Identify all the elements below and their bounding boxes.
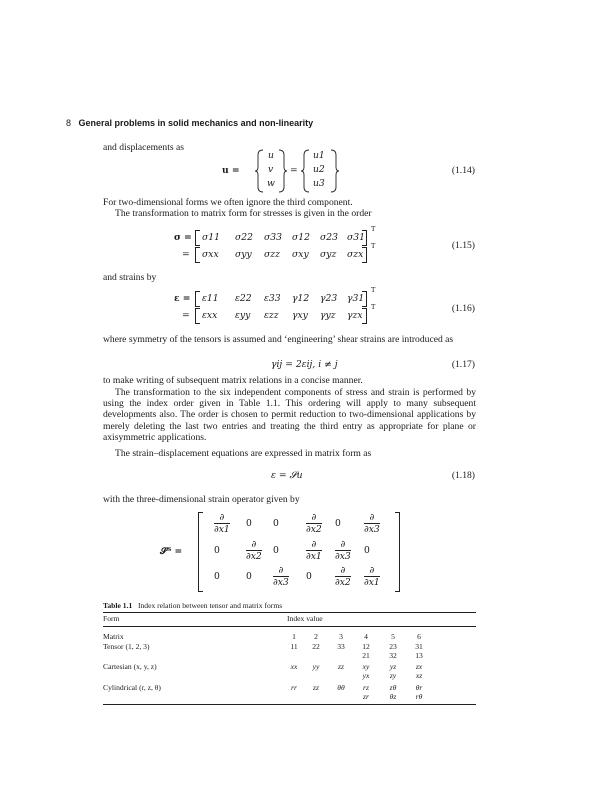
partial-derivative: $\frac{\partial}{\partial x3}$ bbox=[364, 512, 380, 535]
tensor-entry: γ23 bbox=[320, 293, 338, 304]
table-cell: yx bbox=[362, 671, 370, 680]
eq-lhs: ε = bbox=[174, 293, 191, 304]
para-displacements: and displacements as bbox=[103, 142, 184, 153]
table-cell: 6 bbox=[417, 632, 421, 641]
table-cell: zθ bbox=[389, 683, 397, 692]
tensor-entry: εxx bbox=[202, 310, 218, 321]
table-cell: 3 bbox=[339, 632, 343, 641]
table-cell: xz bbox=[415, 671, 423, 680]
operator-lhs: 𝓢ᵀ = bbox=[160, 546, 183, 557]
table-cell: zy bbox=[389, 671, 397, 680]
partial-derivative: $\frac{\partial}{\partial x1}$ bbox=[214, 512, 230, 535]
table-cell: 32 bbox=[389, 651, 397, 660]
matrix-zero: 0 bbox=[214, 571, 220, 582]
eq-number: (1.14) bbox=[451, 165, 475, 176]
table-cell: 11 bbox=[290, 642, 298, 651]
tensor-entry: σzx bbox=[347, 249, 364, 260]
table-cell: 5 bbox=[391, 632, 395, 641]
para-matrix-form: The transformation to matrix form for stresses is given in the order bbox=[115, 208, 372, 219]
table-rule bbox=[103, 612, 476, 613]
tensor-entry: σyz bbox=[320, 249, 337, 260]
right-brace-icon bbox=[328, 149, 340, 193]
eq-number: (1.18) bbox=[451, 470, 475, 481]
matrix-zero: 0 bbox=[335, 518, 341, 529]
para-concise: to make writing of subsequent matrix relations in a concise manner. bbox=[103, 375, 363, 386]
operator-grid bbox=[204, 512, 394, 592]
para-strain-displacement: The strain–displacement equations are expressed in matrix form as bbox=[115, 448, 372, 459]
tensor-entry: σxx bbox=[202, 249, 219, 260]
table-cell: 4 bbox=[364, 632, 368, 641]
table-caption bbox=[103, 601, 282, 610]
matrix-zero: 0 bbox=[306, 571, 312, 582]
partial-derivative: $\frac{\partial}{\partial x2}$ bbox=[306, 512, 322, 535]
eq-number: (1.16) bbox=[451, 303, 475, 314]
table-cell: yz bbox=[389, 662, 397, 671]
table-cell: 1 bbox=[292, 632, 296, 641]
equation-1-17: γij = 2εij, i ≠ j bbox=[271, 359, 338, 370]
table-cell: θθ bbox=[337, 683, 345, 692]
tensor-entry: σ22 bbox=[235, 232, 253, 243]
partial-derivative: $\frac{\partial}{\partial x2}$ bbox=[335, 565, 351, 588]
table-cell: 33 bbox=[337, 642, 345, 651]
table-cell: 31 bbox=[415, 642, 423, 651]
matrix-zero: 0 bbox=[273, 518, 279, 529]
table-cell: xx bbox=[290, 662, 298, 671]
table-cell: θr bbox=[415, 683, 423, 692]
equation-1-18: ε = 𝓢u bbox=[271, 470, 303, 481]
partial-derivative: $\frac{\partial}{\partial x3}$ bbox=[335, 539, 351, 562]
eq-number: (1.15) bbox=[451, 240, 475, 251]
table-cell: θz bbox=[389, 692, 397, 701]
table-rule bbox=[103, 626, 476, 627]
para-operator: with the three-dimensional strain operator given by bbox=[103, 494, 300, 505]
equation-1-15: σ = σ11 σ22 σ33 σ12 σ23 σ31 T = σxx σyy σzz σxy σyz σzx T bbox=[160, 228, 380, 264]
tensor-entry: ε22 bbox=[235, 293, 252, 304]
page-number: 8 bbox=[66, 118, 72, 128]
partial-derivative: $\frac{\partial}{\partial x3}$ bbox=[273, 565, 289, 588]
matrix-zero: 0 bbox=[273, 545, 279, 556]
left-brace-icon bbox=[300, 149, 312, 193]
table-row-label: Cartesian (x, y, z) bbox=[103, 662, 157, 671]
table-caption-text: Index relation between tensor and matrix forms bbox=[137, 601, 283, 610]
tensor-entry: γ31 bbox=[347, 293, 365, 304]
left-brace-icon bbox=[254, 149, 266, 193]
tensor-entry: σxy bbox=[292, 249, 309, 260]
table-cell: zz bbox=[313, 683, 319, 692]
vector-entry: u2 bbox=[313, 164, 325, 175]
vector-entry: u bbox=[268, 150, 274, 161]
table-cell: rz bbox=[363, 683, 369, 692]
equation-1-14: u = u v w = u1 u2 u3 bbox=[222, 149, 342, 193]
table-cell: zr bbox=[363, 692, 369, 701]
table-label: Table 1.1 bbox=[103, 601, 133, 610]
eq-lhs: σ = bbox=[174, 232, 192, 243]
vector-entry: u3 bbox=[313, 178, 325, 189]
partial-derivative: $\frac{\partial}{\partial x2}$ bbox=[246, 539, 262, 562]
table-cell: rθ bbox=[415, 692, 423, 701]
matrix-zero: 0 bbox=[364, 545, 370, 556]
para-symmetry: where symmetry of the tensors is assumed and ‘engineering’ shear strains are introduced as bbox=[103, 334, 454, 345]
tensor-entry: γyz bbox=[320, 310, 336, 321]
table-row-label: Matrix bbox=[103, 632, 124, 641]
tensor-entry: γzx bbox=[347, 310, 363, 321]
para-two-dimensional: For two-dimensional forms we often ignore the third component. bbox=[103, 197, 353, 208]
tensor-entry: σ33 bbox=[264, 232, 282, 243]
para-strains: and strains by bbox=[103, 272, 157, 283]
matrix-zero: 0 bbox=[246, 571, 252, 582]
tensor-entry: ε33 bbox=[264, 293, 281, 304]
tensor-entry: σ31 bbox=[347, 232, 365, 243]
tensor-entry: σyy bbox=[235, 249, 252, 260]
running-title: General problems in solid mechanics and non-linearity bbox=[78, 118, 314, 128]
tensor-entry: σ23 bbox=[320, 232, 338, 243]
table-cell: 23 bbox=[389, 642, 397, 651]
table-cell: yy bbox=[312, 662, 320, 671]
running-header bbox=[66, 118, 313, 128]
vector-entry: u1 bbox=[313, 150, 325, 161]
table-cell: zz bbox=[338, 662, 344, 671]
table-row-label: Cylindrical (r, z, θ) bbox=[103, 683, 161, 692]
table-cell: 2 bbox=[314, 632, 318, 641]
table-head-form: Form bbox=[103, 614, 120, 623]
partial-derivative: $\frac{\partial}{\partial x1}$ bbox=[306, 539, 322, 562]
strain-operator-matrix bbox=[160, 510, 420, 594]
tensor-entry: ε11 bbox=[202, 293, 219, 304]
table-cell: rr bbox=[291, 683, 297, 692]
partial-derivative: $\frac{\partial}{\partial x1}$ bbox=[364, 565, 380, 588]
para-transformation: The transformation to the six independent components of stress and strain is performed by using the index order given in Table 1.1. This ordering will apply to many subsequent developments also. The order is chosen to permit reduction to two-dimensional applications by merely deleting the last two entries and treating the third entry as appropriate for plane or axisymmetric applications. bbox=[103, 387, 476, 443]
table-cell: xy bbox=[362, 662, 370, 671]
eq-number: (1.17) bbox=[451, 359, 475, 370]
table-cell: 12 bbox=[362, 642, 370, 651]
vector-entry: v bbox=[268, 164, 274, 175]
table-cell: 21 bbox=[362, 651, 370, 660]
table-rule bbox=[103, 704, 476, 705]
eq-lhs: u = bbox=[222, 165, 240, 176]
table-row-label: Tensor (1, 2, 3) bbox=[103, 642, 150, 651]
vector-entry: w bbox=[267, 178, 275, 189]
table-cell: zx bbox=[415, 662, 423, 671]
matrix-zero: 0 bbox=[246, 518, 252, 529]
tensor-entry: γ12 bbox=[292, 293, 310, 304]
right-brace-icon bbox=[276, 149, 288, 193]
table-head-index: Index value bbox=[287, 614, 323, 623]
tensor-entry: σ12 bbox=[292, 232, 310, 243]
matrix-zero: 0 bbox=[214, 545, 220, 556]
tensor-entry: εyy bbox=[235, 310, 251, 321]
tensor-entry: σzz bbox=[264, 249, 280, 260]
equation-1-16: ε = ε11 ε22 ε33 γ12 γ23 γ31 T = εxx εyy εzz γxy γyz γzx T bbox=[160, 289, 380, 325]
tensor-entry: εzz bbox=[264, 310, 279, 321]
tensor-entry: γxy bbox=[292, 310, 308, 321]
table-cell: 22 bbox=[312, 642, 320, 651]
table-cell: 13 bbox=[415, 651, 423, 660]
tensor-entry: σ11 bbox=[202, 232, 220, 243]
